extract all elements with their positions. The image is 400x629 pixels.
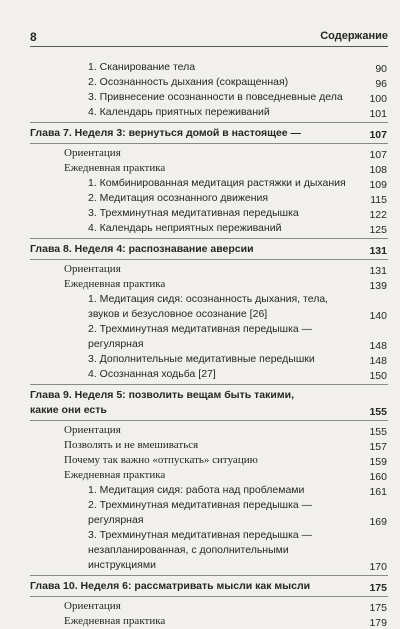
- toc-subsection-entry: [0, 483, 400, 498]
- toc-entry-title: Ежедневная практика: [64, 615, 166, 627]
- toc-entry-title: 2. Трехминутная медитативная передышка —: [88, 323, 313, 335]
- toc-entry-page: 125: [369, 224, 387, 236]
- toc-entry-title: 4. Календарь приятных переживаний: [88, 106, 270, 118]
- toc-subsection-entry: [0, 176, 400, 191]
- table-of-contents: [0, 60, 400, 629]
- toc-section-entry: [0, 453, 400, 468]
- toc-entry-title: Глава 9. Неделя 5: позволить вещам быть такими,: [30, 389, 294, 401]
- toc-subsection-entry: [0, 367, 400, 382]
- toc-entry-page: 148: [369, 355, 387, 367]
- toc-entry-page: 115: [370, 194, 387, 206]
- toc-entry-page: 161: [369, 486, 387, 498]
- chapter-divider: [30, 420, 388, 421]
- toc-section-entry: [0, 277, 400, 292]
- toc-entry-page: 131: [369, 245, 387, 257]
- toc-subsection-entry: [0, 90, 400, 105]
- toc-entry-page: 159: [369, 456, 387, 468]
- toc-section-entry: [0, 423, 400, 438]
- toc-entry-page: 169: [369, 516, 387, 528]
- toc-entry-page: 155: [369, 406, 387, 418]
- toc-entry-page: 175: [369, 602, 387, 614]
- toc-entry-title: Глава 10. Неделя 6: рассматривать мысли как мысли: [30, 580, 311, 592]
- chapter-divider: [30, 575, 388, 576]
- toc-entry-title: Глава 8. Неделя 4: распознавание аверсии: [30, 243, 254, 255]
- toc-section-entry: [0, 468, 400, 483]
- toc-entry-page: 109: [369, 179, 387, 191]
- toc-section-entry: [0, 599, 400, 614]
- toc-entry-page: 175: [369, 582, 387, 594]
- toc-chapter-entry: [0, 579, 400, 594]
- chapter-divider: [30, 384, 388, 385]
- toc-entry-title: звуков и безусловное осознание [26]: [88, 308, 268, 320]
- chapter-divider: [30, 259, 388, 260]
- toc-entry-page: 160: [369, 471, 387, 483]
- toc-entry-page: 107: [369, 149, 387, 161]
- toc-entry-page: 90: [375, 63, 387, 75]
- toc-entry-title: 3. Трехминутная медитативная передышка —: [88, 529, 313, 541]
- chapter-divider: [30, 596, 388, 597]
- toc-entry-page: 157: [369, 441, 387, 453]
- toc-entry-title: 1. Медитация сидя: работа над проблемами: [88, 484, 305, 496]
- toc-subsection-entry: [0, 322, 400, 352]
- toc-entry-title: регулярная: [88, 514, 144, 526]
- toc-subsection-entry: [0, 352, 400, 367]
- toc-section-entry: [0, 438, 400, 453]
- toc-entry-page: 108: [369, 164, 387, 176]
- toc-entry-title: Ориентация: [64, 424, 121, 436]
- toc-section-entry: [0, 614, 400, 629]
- toc-entry-page: 131: [369, 265, 387, 277]
- toc-entry-page: 101: [369, 108, 387, 120]
- toc-subsection-entry: [0, 221, 400, 236]
- toc-entry-title: 3. Привнесение осознанности в повседневные дела: [88, 91, 343, 103]
- toc-subsection-entry: [0, 498, 400, 528]
- running-title: Содержание: [320, 30, 388, 42]
- toc-entry-page: 139: [369, 280, 387, 292]
- toc-entry-page: 140: [369, 310, 387, 322]
- toc-section-entry: [0, 146, 400, 161]
- page-number: 8: [30, 30, 37, 44]
- chapter-divider: [30, 143, 388, 144]
- toc-entry-title: регулярная: [88, 338, 144, 350]
- toc-entry-title: 1. Комбинированная медитация растяжки и дыхания: [88, 177, 346, 189]
- toc-entry-title: Ориентация: [64, 600, 121, 612]
- toc-entry-title: 2. Трехминутная медитативная передышка —: [88, 499, 313, 511]
- toc-entry-page: 155: [369, 426, 387, 438]
- toc-chapter-entry: [0, 388, 400, 418]
- toc-entry-title: Ежедневная практика: [64, 278, 166, 290]
- chapter-divider: [30, 238, 388, 239]
- toc-entry-title: Ориентация: [64, 147, 121, 159]
- chapter-divider: [30, 122, 388, 123]
- toc-chapter-entry: [0, 242, 400, 257]
- toc-entry-title: Глава 7. Неделя 3: вернуться домой в настоящее —: [30, 127, 302, 139]
- toc-entry-title: 1. Медитация сидя: осознанность дыхания, тела,: [88, 293, 329, 305]
- toc-entry-page: 107: [369, 129, 387, 141]
- toc-subsection-entry: [0, 105, 400, 120]
- toc-entry-title: 4. Календарь неприятных переживаний: [88, 222, 282, 234]
- toc-subsection-entry: [0, 206, 400, 221]
- toc-entry-page: 170: [369, 561, 387, 573]
- toc-entry-page: 96: [375, 78, 387, 90]
- toc-subsection-entry: [0, 191, 400, 206]
- toc-entry-title: незапланированная, с дополнительными: [88, 544, 289, 556]
- toc-subsection-entry: [0, 60, 400, 75]
- toc-entry-title: какие они есть: [30, 404, 107, 416]
- toc-entry-page: 179: [369, 617, 387, 629]
- toc-entry-title: 3. Трехминутная медитативная передышка: [88, 207, 299, 219]
- page-header: [30, 30, 388, 47]
- toc-entry-title: Ежедневная практика: [64, 162, 166, 174]
- toc-entry-title: 2. Осознанность дыхания (сокращенная): [88, 76, 289, 88]
- toc-section-entry: [0, 161, 400, 176]
- toc-entry-title: Ориентация: [64, 263, 121, 275]
- toc-entry-page: 148: [369, 340, 387, 352]
- toc-entry-page: 122: [369, 209, 387, 221]
- toc-entry-title: 1. Сканирование тела: [88, 61, 196, 73]
- toc-section-entry: [0, 262, 400, 277]
- toc-entry-title: 2. Медитация осознанного движения: [88, 192, 269, 204]
- toc-entry-page: 150: [369, 370, 387, 382]
- toc-entry-title: Ежедневная практика: [64, 469, 166, 481]
- toc-entry-title: 4. Осознанная ходьба [27]: [88, 368, 216, 380]
- toc-entry-title: Почему так важно «отпускать» ситуацию: [64, 454, 258, 466]
- toc-subsection-entry: [0, 292, 400, 322]
- toc-entry-title: Позволять и не вмешиваться: [64, 439, 199, 451]
- toc-subsection-entry: [0, 75, 400, 90]
- toc-chapter-entry: [0, 126, 400, 141]
- toc-entry-title: инструкциями: [88, 559, 156, 571]
- toc-subsection-entry: [0, 528, 400, 573]
- toc-entry-title: 3. Дополнительные медитативные передышки: [88, 353, 315, 365]
- toc-entry-page: 100: [369, 93, 387, 105]
